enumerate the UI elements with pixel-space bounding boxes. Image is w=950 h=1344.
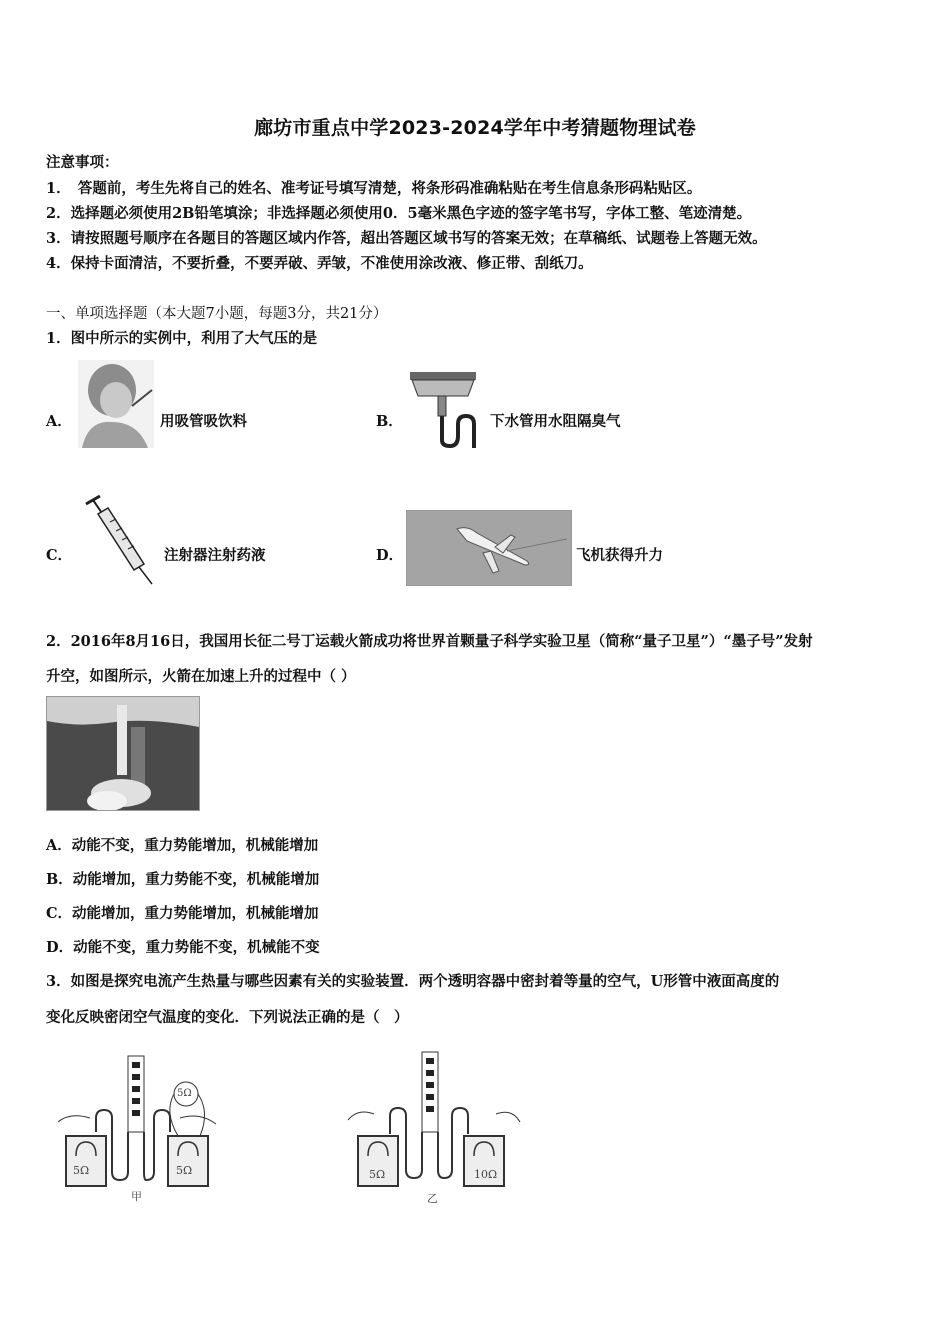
notice-item: 1． 答题前，考生先将自己的姓名、准考证号填写清楚，将条形码准确粘贴在考生信息条形码粘贴区。 [46, 180, 702, 197]
straw-drinking-image [78, 360, 154, 448]
q2-option: C．动能增加，重力势能增加，机械能增加 [46, 905, 319, 922]
resistor-label: 10Ω [474, 1168, 498, 1181]
q1-option-a-text: 用吸管吸饮料 [160, 413, 247, 430]
rocket-launch-image [46, 696, 200, 811]
notice-item: 3．请按照题号顺序在各题目的答题区域内作答，超出答题区域书写的答案无效；在草稿纸、试题卷上答题无效。 [46, 230, 767, 247]
syringe-image [80, 494, 160, 586]
q2-stem-line2: 升空，如图所示，火箭在加速上升的过程中（ ） [46, 668, 356, 685]
notice-item: 4．保持卡面清洁，不要折叠，不要弄破、弄皱，不准使用涂改液、修正带、刮纸刀。 [46, 255, 593, 272]
airplane-image [406, 510, 572, 586]
page-title: 廊坊市重点中学2023-2024学年中考猜题物理试卷 [254, 117, 696, 139]
q1-option-d-label: D． [376, 547, 404, 564]
notice-heading: 注意事项： [46, 154, 119, 171]
q1-option-a-label: A． [46, 413, 72, 430]
figure-caption: 甲 [131, 1190, 142, 1203]
q1-option-b-text: 下水管用水阻隔臭气 [490, 413, 621, 430]
q3-stem-line2: 变化反映密闭空气温度的变化．下列说法正确的是（ ） [46, 1009, 409, 1026]
circuit-figure-jia [50, 1052, 230, 1202]
q2-stem-line1: 2．2016年8月16日，我国用长征二号丁运载火箭成功将世界首颗量子科学实验卫星（简称“量子卫星”）“墨子号”发射 [46, 633, 813, 650]
q1-stem: 1．图中所示的实例中，利用了大气压的是 [46, 330, 318, 347]
sink-drain-image [406, 366, 484, 448]
q2-option: B．动能增加，重力势能不变，机械能增加 [46, 871, 320, 888]
resistor-label: 5Ω [369, 1168, 386, 1181]
q1-option-c-text: 注射器注射药液 [164, 547, 266, 564]
resistor-label: 5Ω [73, 1164, 90, 1177]
q1-option-d-text: 飞机获得升力 [576, 547, 663, 564]
q1-option-b-label: B． [376, 413, 403, 430]
q2-option: D．动能不变，重力势能不变，机械能不变 [46, 939, 320, 956]
figure-caption: 乙 [427, 1192, 438, 1205]
q1-option-c-label: C． [46, 547, 73, 564]
resistor-label: 5Ω [177, 1088, 192, 1099]
notice-item: 2．选择题必须使用2B铅笔填涂；非选择题必须使用0．5毫米黑色字迹的签字笔书写，字体工整、笔迹清楚。 [46, 205, 752, 222]
section-heading: 一、单项选择题（本大题7小题，每题3分，共21分） [46, 306, 388, 322]
resistor-label: 5Ω [176, 1164, 193, 1177]
q2-option: A．动能不变，重力势能增加，机械能增加 [46, 837, 319, 854]
q3-stem-line1: 3．如图是探究电流产生热量与哪些因素有关的实验装置．两个透明容器中密封着等量的空气，U形管中液面高度的 [46, 973, 780, 990]
